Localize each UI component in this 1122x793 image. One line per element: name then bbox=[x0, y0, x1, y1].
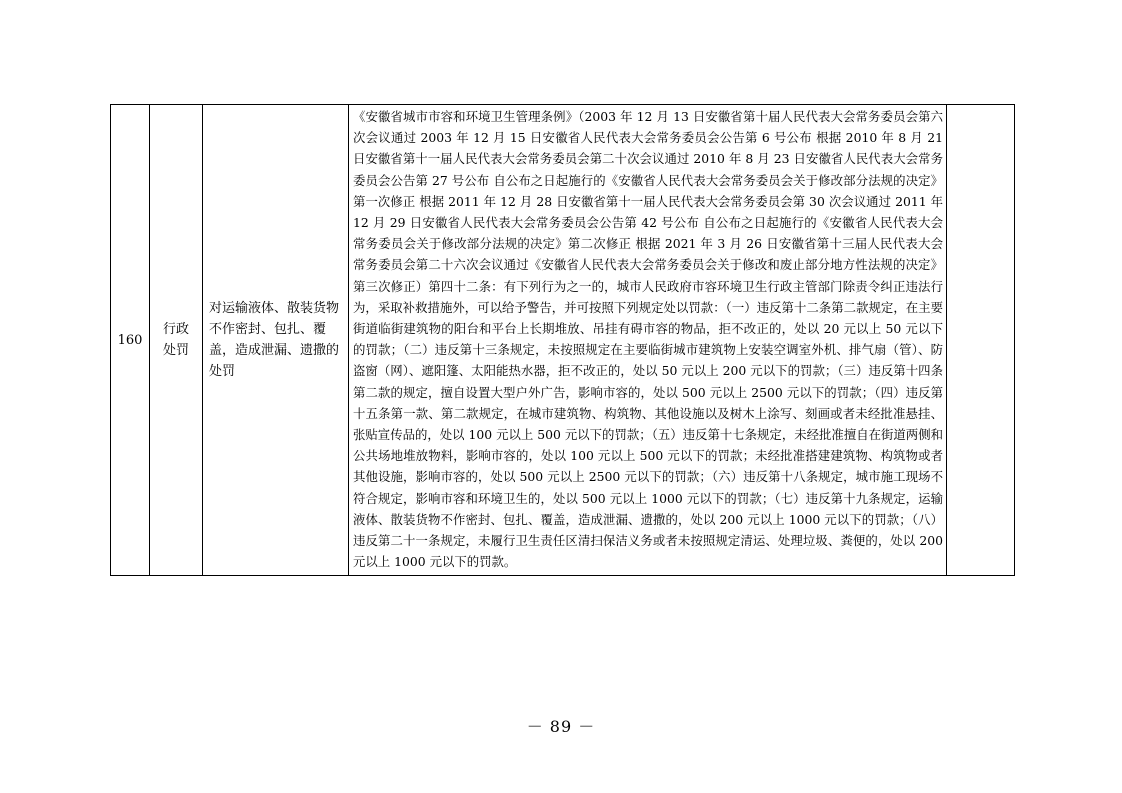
page-number: － 89 － bbox=[526, 717, 596, 736]
remark-cell bbox=[947, 105, 1015, 576]
table-row bbox=[111, 105, 1015, 576]
legal-basis-text: 《安徽省城市市容和环境卫生管理条例》（2003 年 12 月 13 日安徽省第十届人民代表大会常务委员会第六次会议通过 2003 年 12 月 15 日安徽省人民代表大会常务委员会公告第 6 号公布 根据 2010 年 8 月 21 日安徽省第十一届人民代表大会常务委员会第二十次会议通过 2010 年 8 月 23 日安徽省人民代表大会常务委员会公告第 27 号公布 自公布之日起施行的《安徽省人民代表大会常务委员会关于修改部分法规的决定》第一次修正 根据 2011 年 12 月 28 日安徽省第十一届人民代表大会常务委员会第 30 次会议通过 2011 年 12 月 29 日安徽省人民代表大会常务委员会公告第 42 号公布 自公布之日起施行的《安徽省人民代表大会常务委员会关于修改部分法规的决定》第二次修正 根据 2021 年 3 月 26 日安徽省第十三届人民代表大会常务委员会第二十六次会议通过《安徽省人民代表大会常务委员会关于修改和废止部分地方性法规的决定》第三次修正）第四十二条：有下列行为之一的，城市人民政府市容环境卫生行政主管部门除责令纠正违法行为，采取补救措施外，可以给予警告，并可按照下列规定处以罚款：（一）违反第十二条第二款规定，在主要街道临街建筑物的阳台和平台上长期堆放、吊挂有碍市容的物品，拒不改正的，处以 20 元以上 50 元以下的罚款；（二）违反第十三条规定，未按照规定在主要临街城市建筑物上安装空调室外机、排气扇（管）、防盗窗（网）、遮阳篷、太阳能热水器，拒不改正的，处以 50 元以上 200 元以下的罚款；（三）违反第十四条第二款的规定，擅自设置大型户外广告，影响市容的，处以 500 元以上 2500 元以下的罚款；（四）违反第十五条第一款、第二款规定，在城市建筑物、构筑物、其他设施以及树木上涂写、刻画或者未经批准悬挂、张贴宣传品的，处以 100 元以上 500 元以下的罚款；（五）违反第十七条规定，未经批准擅自在街道两侧和公共场地堆放物料，影响市容的，处以 100 元以上 500 元以下的罚款；未经批准搭建建筑物、构筑物或者其他设施，影响市容的，处以 500 元以上 2500 元以下的罚款；（六）违反第十八条规定，城市施工现场不符合规定，影响市容和环境卫生的，处以 500 元以上 1000 元以下的罚款；（七）违反第十九条规定，运输液体、散装货物不作密封、包扎、覆盖，造成泄漏、遗撒的，处以 200 元以上 1000 元以下的罚款；（八）违反第二十一条规定，未履行卫生责任区清扫保洁义务或者未按照规定清运、处理垃圾、粪便的，处以 200 元以上 1000 元以下的罚款。 bbox=[353, 109, 943, 570]
power-item-name: 对运输液体、散装货物不作密封、包扎、覆盖，造成泄漏、遗撒的处罚 bbox=[209, 301, 340, 380]
law-enforcement-table bbox=[110, 104, 1015, 576]
power-category-cell bbox=[150, 105, 203, 576]
legal-basis-cell bbox=[349, 105, 947, 576]
power-category: 行政处罚 bbox=[162, 322, 189, 359]
row-number: 160 bbox=[117, 332, 143, 348]
power-item-cell bbox=[203, 105, 349, 576]
row-number-cell bbox=[111, 105, 150, 576]
